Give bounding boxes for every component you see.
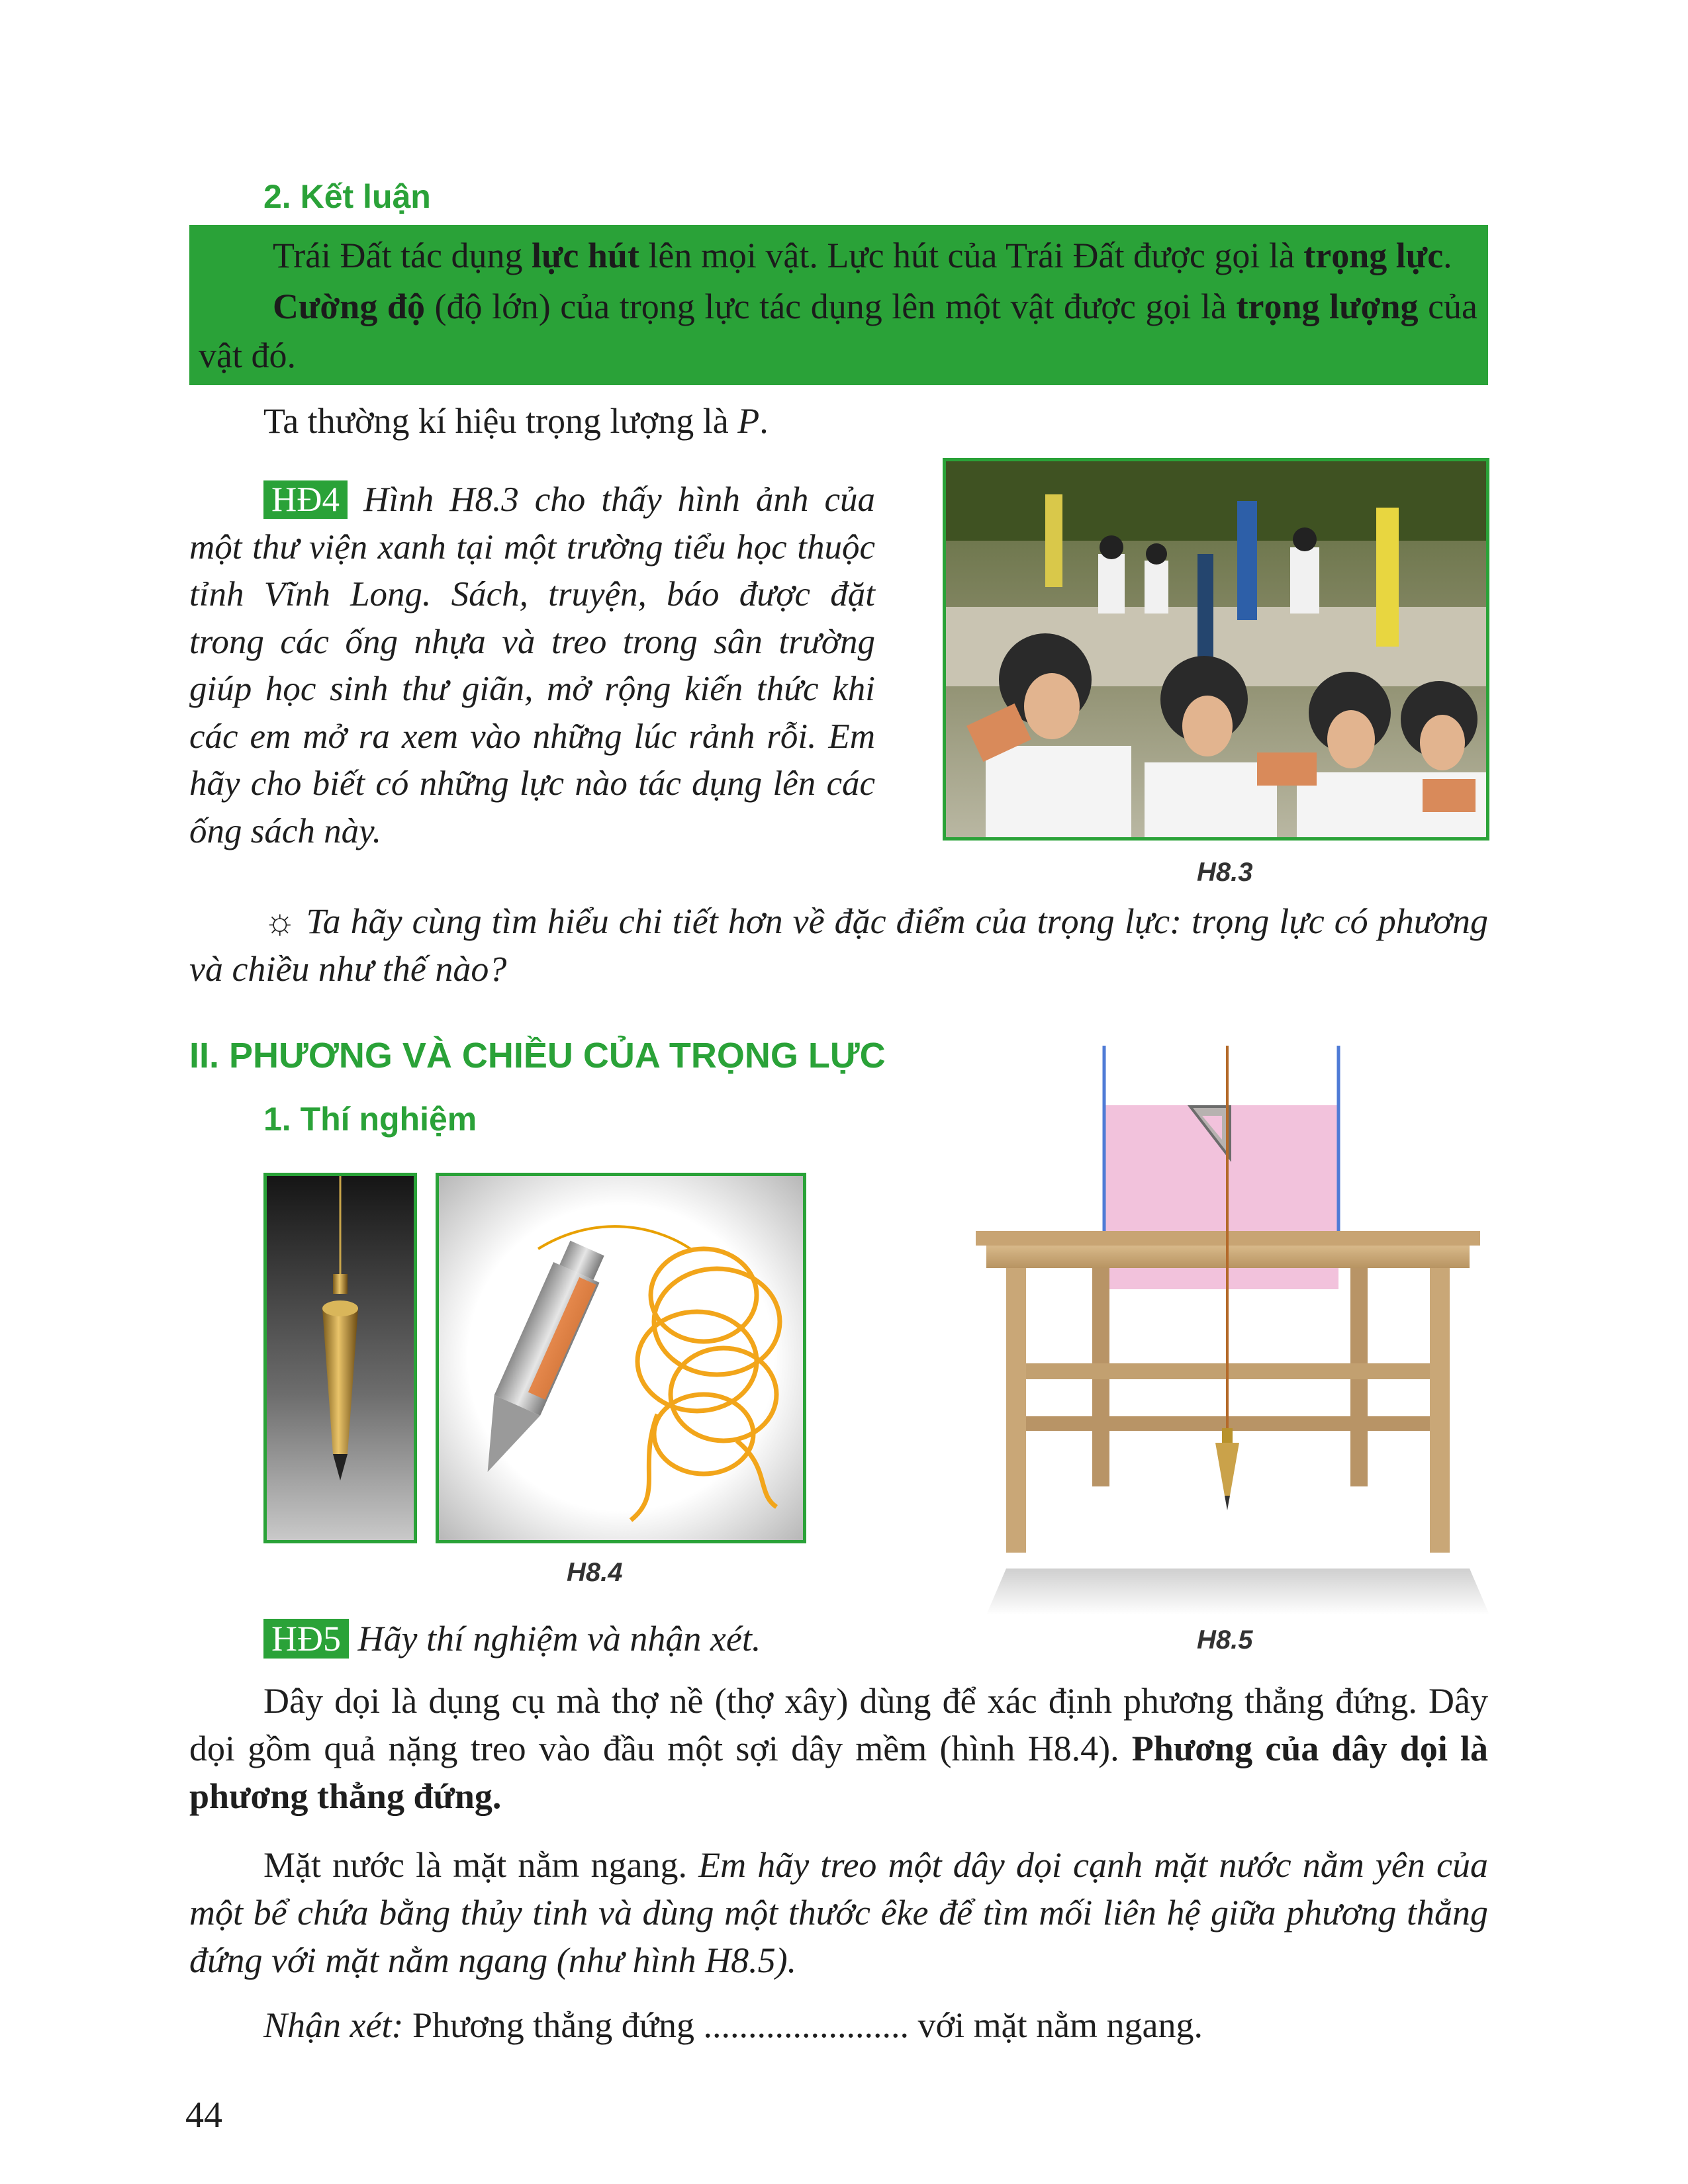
- conclusion-text: của vật đó.: [199, 287, 1478, 375]
- term-luc-hut: lực hút: [531, 236, 639, 275]
- caption-h83: H8.3: [1197, 858, 1253, 887]
- plumb-definition: Phương của dây dọi là phương thẳng đứng.: [189, 1729, 1488, 1816]
- hd5-tag: HĐ5: [263, 1619, 349, 1659]
- water-paragraph: [189, 1841, 1488, 1984]
- remark-line: [263, 2001, 1488, 2049]
- sun-icon: ☼: [263, 901, 297, 941]
- plumb-text: Dây dọi là dụng cụ mà thợ nề (thợ xây) dùng để xác định phương thẳng đứng. Dây dọi gồm quả nặng treo vào đầu một sợi dây mềm (hình H8.4).: [189, 1681, 1488, 1768]
- section-heading-conclusion: 2. Kết luận: [263, 178, 431, 215]
- conclusion-text: (độ lớn) của trọng lực tác dụng lên một vật được gọi là: [424, 287, 1237, 326]
- hd4-text: Hình H8.3 cho thấy hình ảnh của một thư viện xanh tại một trường tiểu học thuộc tỉnh Vĩnh Long. Sách, truyện, báo được đặt trong các ống nhựa và treo trong sân trường giúp học sinh thư giãn, mở rộng kiến thức khi các em mở ra xem vào những lúc rảnh rỗi. Em hãy cho biết có những lực nào tác dụng lên các ống sách này.: [189, 480, 876, 850]
- hd4-tag: HĐ4: [263, 480, 348, 519]
- conclusion-line-2: [199, 282, 1477, 380]
- plumb-paragraph: [189, 1677, 1488, 1820]
- term-cuong-do: Cường độ: [273, 287, 425, 326]
- conclusion-text: lên mọi vật. Lực hút của Trái Đất được gọi là: [639, 236, 1304, 275]
- hd4-paragraph: [189, 477, 875, 855]
- subheading-experiment: 1. Thí nghiệm: [263, 1101, 477, 1138]
- conclusion-text: Trái Đất tác dụng: [273, 236, 532, 275]
- term-trong-luong: trọng lượng: [1236, 287, 1419, 326]
- caption-h84: H8.4: [567, 1558, 623, 1587]
- photo-green-library: [943, 458, 1489, 841]
- water-instruction: Em hãy treo một dây dọi cạnh mặt nước nằm yên của một bể chứa bằng thủy tinh và dùng một thước êke để tìm mối liên hệ giữa phương thẳng đứng với mặt nằm ngang (như hình H8.5).: [189, 1845, 1488, 1980]
- symbol-note: [263, 397, 1256, 445]
- illustration-table-tank: [966, 1046, 1489, 1615]
- hd5-line: [263, 1615, 925, 1662]
- explore-paragraph: [189, 897, 1488, 993]
- photo-plumb-bob-brass: [263, 1173, 417, 1543]
- photo-plumb-bob-string: [436, 1173, 806, 1543]
- section-heading-direction: II. PHƯƠNG VÀ CHIỀU CỦA TRỌNG LỰC: [189, 1036, 886, 1075]
- explore-text: Ta hãy cùng tìm hiểu chi tiết hơn về đặc điểm của trọng lực: trọng lực có phương và chiều như thế nào?: [189, 901, 1488, 989]
- remark-text: Phương thẳng đứng ....................... với mặt nằm ngang.: [403, 2005, 1203, 2045]
- term-trong-luc: trọng lực: [1303, 236, 1444, 275]
- hd5-text: Hãy thí nghiệm và nhận xét.: [357, 1619, 761, 1659]
- conclusion-line-1: [273, 232, 1477, 279]
- symbol-p: P: [737, 401, 760, 441]
- symbol-note-text: Ta thường kí hiệu trọng lượng là: [263, 401, 738, 441]
- conclusion-box: [189, 225, 1488, 385]
- remark-label: Nhận xét:: [263, 2005, 404, 2045]
- page-number: 44: [185, 2095, 222, 2136]
- caption-h85: H8.5: [1197, 1625, 1253, 1655]
- conclusion-text: .: [1443, 236, 1452, 275]
- symbol-note-text: .: [759, 401, 769, 441]
- water-text: Mặt nước là mặt nằm ngang.: [263, 1845, 699, 1885]
